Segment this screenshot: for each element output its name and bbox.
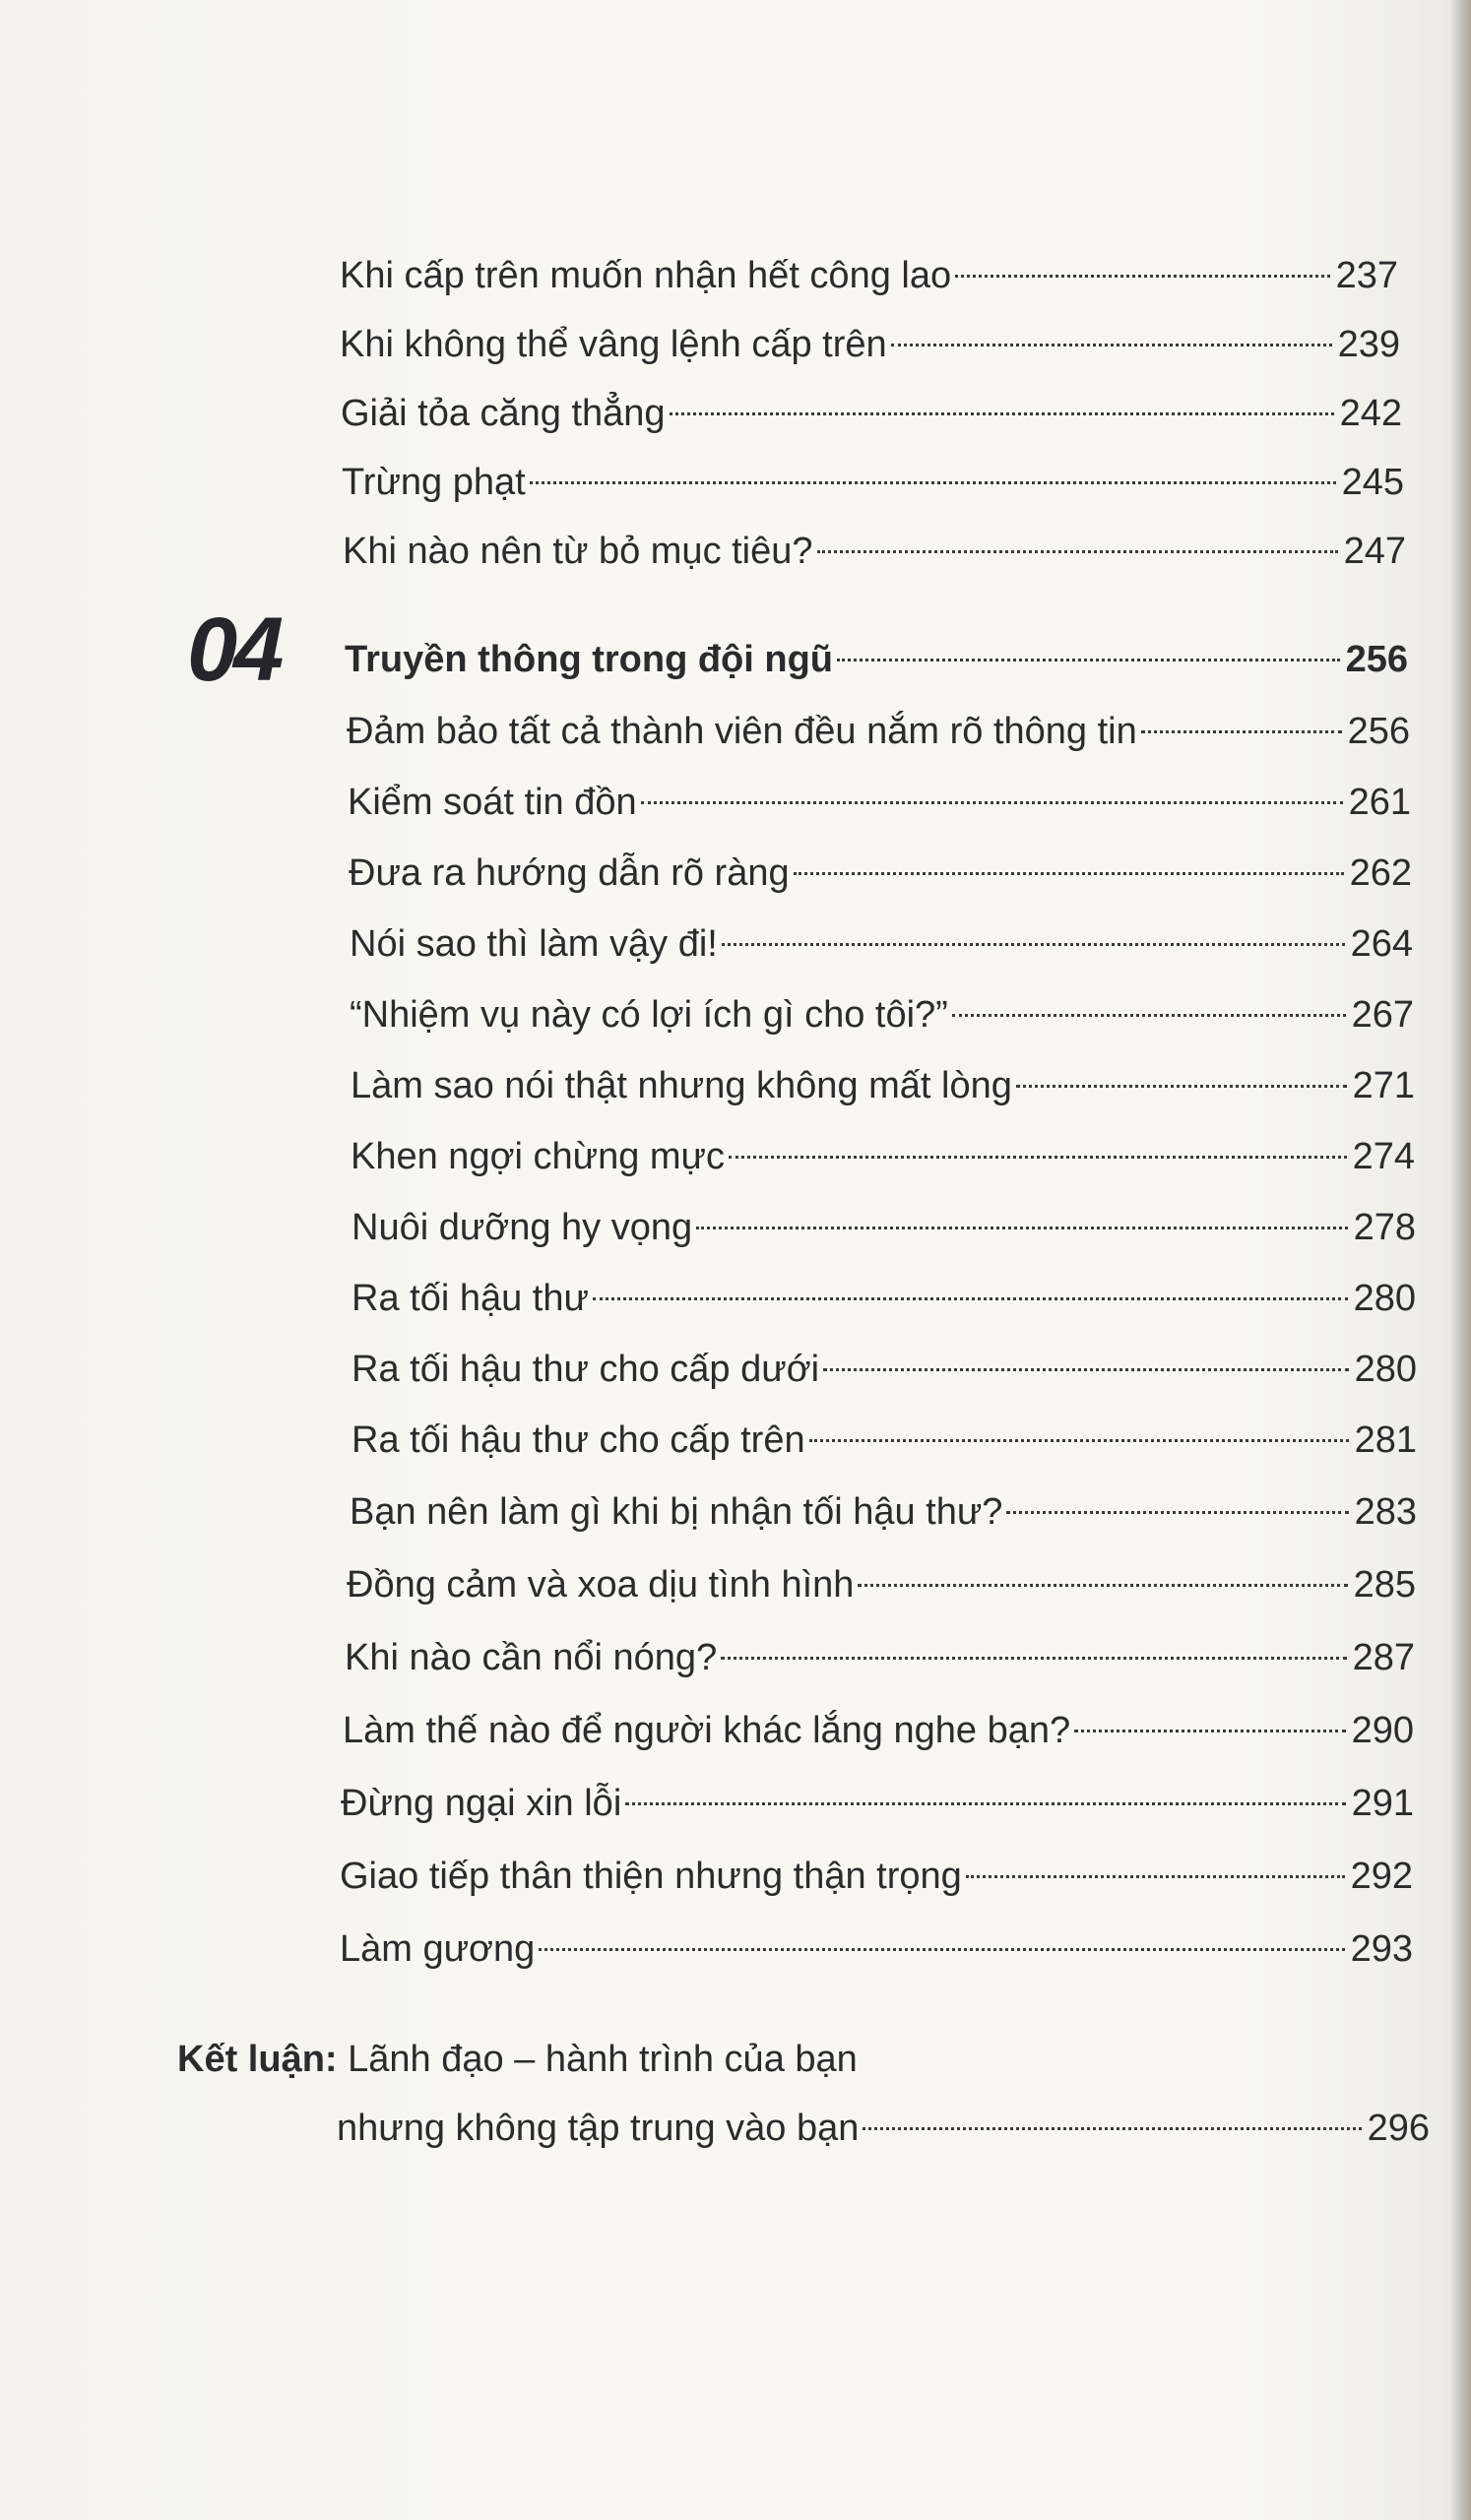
toc-entry-title: Làm thế nào để người khác lắng nghe bạn? — [343, 1710, 1071, 1751]
toc-entry — [349, 844, 1412, 903]
toc-entry-title: Đưa ra hướng dẫn rõ ràng — [349, 852, 790, 894]
toc-entry-page: 285 — [1353, 1564, 1416, 1606]
dot-leader — [823, 1368, 1349, 1371]
toc-entry — [350, 985, 1414, 1044]
toc-entry-title: Khen ngợi chừng mực — [351, 1136, 725, 1177]
dot-leader — [670, 412, 1334, 415]
toc-entry — [342, 453, 1404, 512]
conclusion-page: 296 — [1367, 2108, 1430, 2149]
toc-entry-page: 237 — [1335, 255, 1398, 296]
chapter-page: 256 — [1345, 639, 1408, 680]
toc-entry-title: Làm sao nói thật nhưng không mất lòng — [351, 1065, 1012, 1106]
toc-entry-page: 278 — [1353, 1207, 1416, 1248]
dot-leader — [696, 1227, 1347, 1229]
toc-entry-title: Nói sao thì làm vậy đi! — [350, 923, 718, 965]
toc-entry-title: Ra tối hậu thư cho cấp dưới — [352, 1349, 820, 1390]
dot-leader — [966, 1875, 1345, 1878]
toc-entry-page: 293 — [1350, 1928, 1413, 1970]
toc-entry — [341, 384, 1402, 443]
chapter-heading — [345, 630, 1408, 689]
conclusion-title-line2: nhưng không tập trung vào bạn — [337, 2108, 860, 2149]
dot-leader — [722, 943, 1345, 946]
dot-leader — [593, 1297, 1348, 1300]
dot-leader — [1074, 1730, 1345, 1732]
toc-entry-title: Nuôi dưỡng hy vọng — [352, 1207, 693, 1248]
toc-entry-page: 281 — [1354, 1419, 1417, 1461]
toc-entry-page: 280 — [1353, 1278, 1416, 1319]
dot-leader — [955, 275, 1329, 278]
dot-leader — [817, 550, 1338, 553]
dot-leader — [530, 481, 1336, 484]
toc-entry — [347, 702, 1410, 761]
toc-entry-page: 239 — [1337, 324, 1400, 365]
dot-leader — [863, 2127, 1361, 2130]
conclusion-label: Kết luận: — [177, 2039, 338, 2080]
toc-entry — [347, 1555, 1416, 1614]
toc-entry — [341, 1774, 1414, 1833]
dot-leader — [729, 1156, 1347, 1159]
dot-leader — [1016, 1085, 1347, 1088]
dot-leader — [539, 1948, 1344, 1951]
toc-entry-title: Đồng cảm và xoa dịu tình hình — [347, 1564, 855, 1606]
conclusion-entry — [337, 2099, 1430, 2158]
toc-entry-title: Ra tối hậu thư cho cấp trên — [352, 1419, 805, 1461]
page-edge-shadow — [1449, 0, 1471, 2520]
toc-entry — [343, 1701, 1414, 1760]
toc-entry-title: Ra tối hậu thư — [352, 1278, 589, 1319]
conclusion-title-line1: Lãnh đạo – hành trình của bạn — [348, 2039, 858, 2080]
toc-entry-title: Đừng ngại xin lỗi — [341, 1783, 622, 1824]
toc-entry-page: 292 — [1350, 1856, 1413, 1897]
toc-entry-page: 256 — [1347, 711, 1410, 752]
dot-leader — [641, 801, 1343, 804]
toc-entry-page: 245 — [1341, 462, 1404, 503]
toc-entry — [352, 1411, 1417, 1470]
toc-entry-title: Bạn nên làm gì khi bị nhận tối hậu thư? — [350, 1491, 1003, 1533]
toc-entry-title: Làm gương — [340, 1928, 536, 1970]
dot-leader — [837, 659, 1340, 662]
toc-entry-page: 262 — [1349, 852, 1412, 894]
chapter-number: 04 — [187, 599, 281, 700]
toc-entry-page: 271 — [1352, 1065, 1415, 1106]
dot-leader — [952, 1014, 1346, 1017]
toc-entry — [352, 1198, 1416, 1257]
toc-entry-title: Trừng phạt — [342, 462, 526, 503]
toc-entry-page: 261 — [1348, 782, 1411, 823]
toc-entry-title: Khi cấp trên muốn nhận hết công lao — [340, 255, 952, 296]
toc-entry — [350, 1482, 1417, 1542]
dot-leader — [1141, 730, 1342, 733]
toc-entry-page: 242 — [1339, 393, 1402, 434]
conclusion-heading — [177, 2030, 858, 2089]
toc-entry-page: 267 — [1351, 994, 1414, 1036]
toc-entry-title: Giao tiếp thân thiện nhưng thận trọng — [340, 1856, 962, 1897]
dot-leader — [794, 872, 1344, 875]
toc-entry-page: 283 — [1354, 1491, 1417, 1533]
toc-entry — [351, 1056, 1415, 1115]
toc-entry-title: “Nhiệm vụ này có lợi ích gì cho tôi?” — [350, 994, 948, 1036]
toc-entry — [348, 773, 1411, 832]
toc-entry — [340, 246, 1398, 305]
toc-entry-page: 264 — [1350, 923, 1413, 965]
toc-entry-page: 280 — [1354, 1349, 1417, 1390]
toc-entry — [351, 1127, 1415, 1186]
toc-entry-page: 274 — [1352, 1136, 1415, 1177]
toc-entry-page: 247 — [1343, 531, 1406, 572]
toc-entry — [343, 522, 1406, 581]
toc-entry — [340, 1847, 1413, 1906]
toc-entry — [352, 1269, 1416, 1328]
toc-entry — [340, 315, 1400, 374]
toc-entry-title: Khi không thể vâng lệnh cấp trên — [340, 324, 887, 365]
dot-leader — [625, 1802, 1345, 1805]
toc-entry — [350, 914, 1413, 974]
toc-entry-title: Kiểm soát tin đồn — [348, 782, 637, 823]
toc-entry — [352, 1340, 1417, 1399]
chapter-title: Truyền thông trong đội ngũ — [345, 639, 834, 680]
toc-entry-title: Giải tỏa căng thẳng — [341, 393, 666, 434]
toc-entry-title: Đảm bảo tất cả thành viên đều nắm rõ thông tin — [347, 711, 1137, 752]
dot-leader — [721, 1657, 1346, 1660]
toc-entry — [345, 1628, 1415, 1687]
dot-leader — [809, 1439, 1349, 1442]
dot-leader — [858, 1584, 1347, 1587]
toc-entry — [340, 1920, 1413, 1979]
toc-entry-page: 291 — [1351, 1783, 1414, 1824]
toc-entry-title: Khi nào nên từ bỏ mục tiêu? — [343, 531, 813, 572]
dot-leader — [891, 344, 1332, 346]
dot-leader — [1006, 1511, 1348, 1514]
toc-entry-page: 287 — [1352, 1637, 1415, 1678]
toc-entry-title: Khi nào cần nổi nóng? — [345, 1637, 718, 1678]
toc-entry-page: 290 — [1351, 1710, 1414, 1751]
